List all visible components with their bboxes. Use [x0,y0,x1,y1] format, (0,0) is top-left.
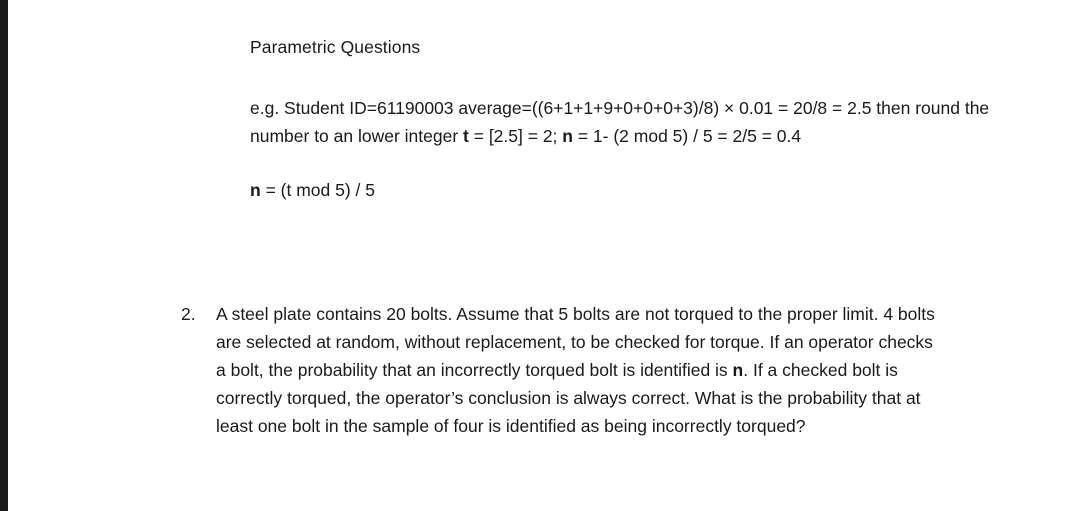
question-n-variable: n [732,360,744,380]
example-line-2-text-b: = [2.5] = 2; [468,126,563,146]
question-line-3-text-a: a bolt, the probability that an incorrectly torqued bolt is identified is [216,360,733,380]
example-line-2-text-a: number to an lower integer [250,126,464,146]
question-line-5: least one bolt in the sample of four is identified as being incorrectly torqued? [216,416,806,436]
example-paragraph [250,94,989,150]
formula-n-variable: n [250,180,261,200]
n-variable: n [562,126,573,146]
question-line-3 [216,356,1046,384]
document-page [8,0,1075,511]
t-variable: t [463,126,469,146]
example-line-2-text-c: = 1- (2 mod 5) / 5 = 2/5 = 0.4 [572,126,802,146]
question-body [216,300,1046,440]
n-formula [250,180,375,201]
question-number: 2. [181,304,196,324]
question-line-4: correctly torqued, the operator’s conclusion is always correct. What is the probability that at [216,388,921,408]
window-edge-bar [0,0,8,511]
formula-expression: = (t mod 5) / 5 [260,180,375,200]
example-line-2 [250,122,989,150]
page-title: Parametric Questions [250,37,421,57]
question-line-1: A steel plate contains 20 bolts. Assume that 5 bolts are not torqued to the proper limit. 4 bolts [216,304,935,324]
question-line-2: are selected at random, without replacement, to be checked for torque. If an operator checks [216,332,933,352]
example-line-1: e.g. Student ID=61190003 average=((6+1+1+9+0+0+0+3)/8) × 0.01 = 20/8 = 2.5 then round the [250,98,990,118]
question-line-3-text-b: . If a checked bolt is [743,360,898,380]
